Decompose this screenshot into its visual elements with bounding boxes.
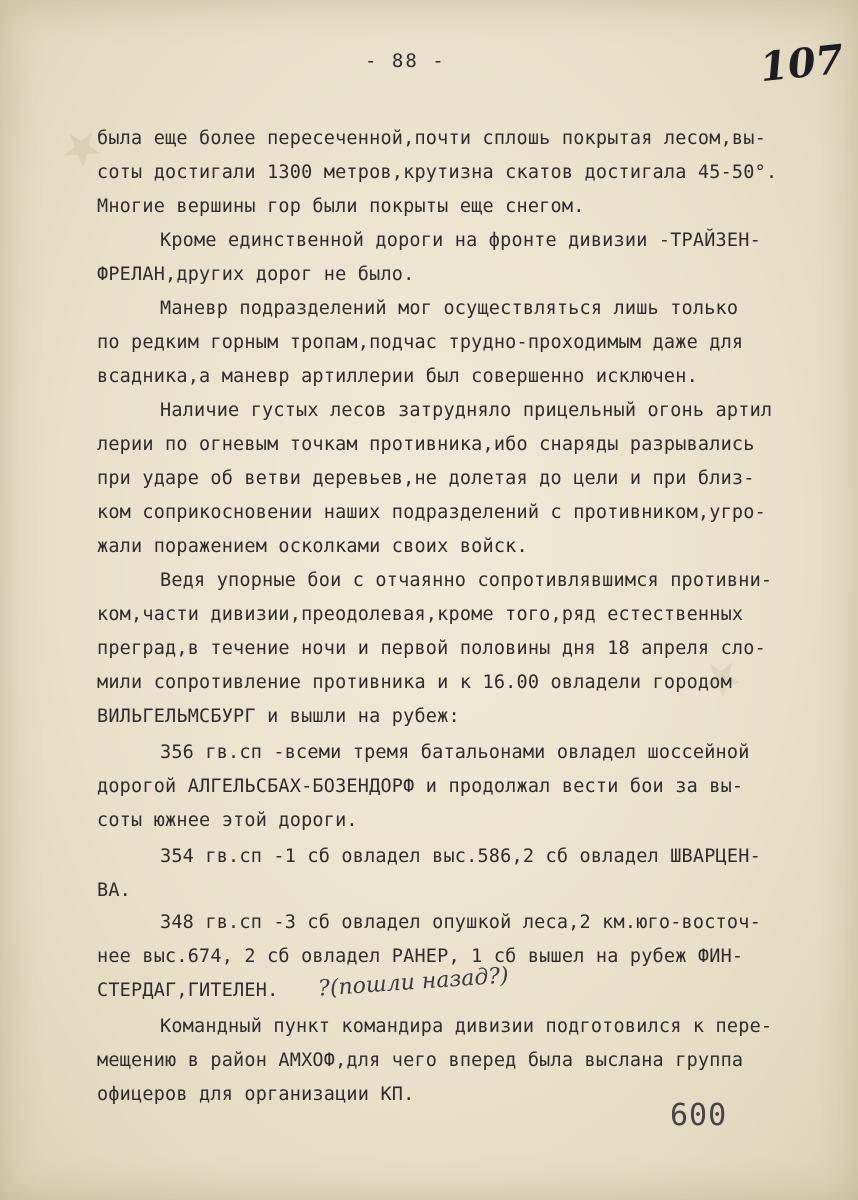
- text-line: соты достигали 1300 метров,крутизна скатов достигала 45-50°.: [97, 162, 778, 183]
- page-number: - 88 -: [365, 50, 446, 72]
- text-line: была еще более пересеченной,почти сплошь покрытая лесом,вы-: [97, 128, 766, 149]
- text-line: мещению в район АМХОФ,для чего вперед была выслана группа: [97, 1050, 744, 1071]
- text-line: СТЕРДАГ,ГИТЕЛЕН.: [97, 980, 279, 1001]
- text-line: 348 гв.сп -3 сб овладел опушкой леса,2 км.юго-восточ-: [160, 912, 761, 933]
- text-line: ФРЕЛАН,других дорог не было.: [97, 264, 415, 285]
- text-line: дорогой АЛГЕЛЬСБАХ-БОЗЕНДОРФ и продолжал вести бои за вы-: [97, 776, 744, 797]
- text-line: мили сопротивление противника и к 16.00 овладели городом: [97, 672, 732, 693]
- text-line: ВА.: [97, 880, 132, 901]
- text-line: Наличие густых лесов затрудняло прицельный огонь артил: [160, 400, 773, 421]
- text-line: по редким горным тропам,подчас трудно-проходимым даже для: [97, 332, 744, 353]
- text-line: офицеров для организации КП.: [97, 1084, 415, 1105]
- watermark: ★: [687, 642, 756, 714]
- text-line: Кроме единственной дороги на фронте дивизии -ТРАЙЗЕН-: [160, 230, 761, 251]
- text-line: ком,части дивизии,преодолевая,кроме того,ряд естественных: [97, 604, 744, 625]
- stamp-number: 600: [670, 1098, 728, 1133]
- text-line: соты южнее этой дороги.: [97, 810, 358, 831]
- text-line: преград,в течение ночи и первой половины дня 18 апреля сло-: [97, 638, 766, 659]
- text-line: Командный пункт командира дивизии подготовился к пере-: [160, 1016, 773, 1037]
- text-line: при ударе об ветви деревьев,не долетая до цели и при близ-: [97, 468, 755, 489]
- text-line: ВИЛЬГЕЛЬМСБУРГ и вышли на рубеж:: [97, 706, 460, 727]
- text-line: ком соприкосновении наших подразделений с противником,угро-: [97, 502, 766, 523]
- text-line: Многие вершины гор были покрыты еще снегом.: [97, 196, 585, 217]
- archive-folio-number: 107: [757, 35, 846, 92]
- text-line: лерии по огневым точкам противника,ибо снаряды разрывались: [97, 434, 755, 455]
- text-line: жали поражением осколками своих войск.: [97, 536, 528, 557]
- watermark: ★: [47, 112, 116, 184]
- text-line: 356 гв.сп -всеми тремя батальонами овладел шоссейной: [160, 742, 750, 763]
- text-line: Маневр подразделений мог осуществляться лишь только: [160, 298, 739, 319]
- text-line: нее выс.674, 2 сб овладел РАНЕР, 1 сб вышел на рубеж ФИН-: [97, 946, 744, 967]
- text-line: Ведя упорные бои с отчаянно сопротивлявшимся противни-: [160, 570, 773, 591]
- handwritten-note: ?(пошли назад?): [317, 963, 510, 1002]
- text-line: 354 гв.сп -1 сб овладел выс.586,2 сб овладел ШВАРЦЕН-: [160, 846, 761, 867]
- text-line: всадника,а маневр артиллерии был совершенно исключен.: [97, 366, 698, 387]
